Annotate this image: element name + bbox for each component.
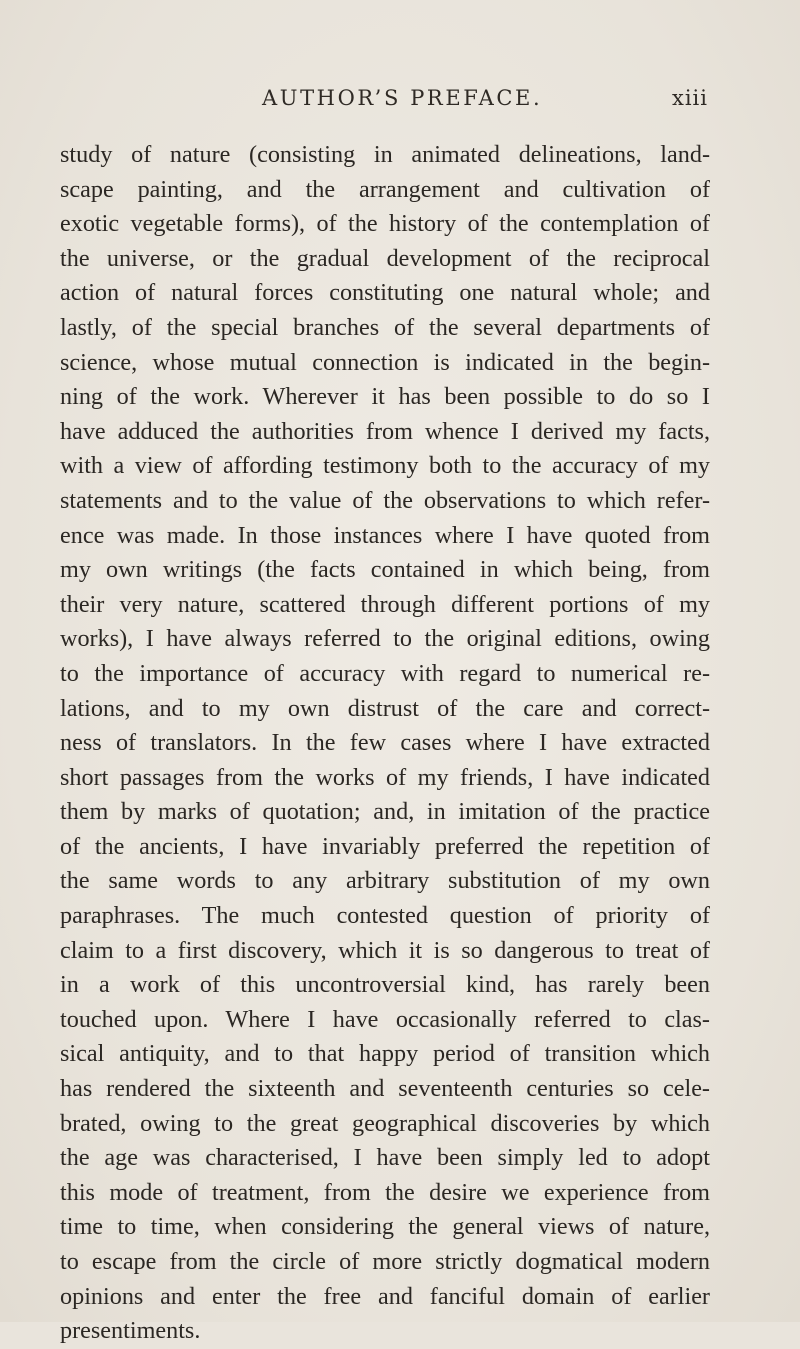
text-line: to the importance of accuracy with regard to numerical re- <box>60 659 710 687</box>
text-line: ness of translators. In the few cases where I have extracted <box>60 729 710 757</box>
text-line: the same words to any arbitrary substitution of my own <box>60 867 710 895</box>
text-line: the universe, or the gradual development of the reciprocal <box>60 244 710 272</box>
text-line: touched upon. Where I have occasionally referred to clas- <box>60 1005 710 1033</box>
text-line: lations, and to my own distrust of the care and correct- <box>60 694 710 722</box>
text-line: lastly, of the special branches of the several departments of <box>60 313 710 341</box>
text-line: statements and to the value of the observations to which refer- <box>60 486 710 514</box>
page-number: xiii <box>672 86 708 110</box>
text-line: the age was characterised, I have been simply led to adopt <box>60 1144 710 1172</box>
running-head <box>140 86 708 120</box>
text-line: scape painting, and the arrangement and cultivation of <box>60 175 710 203</box>
text-line: in a work of this uncontroversial kind, has rarely been <box>60 971 710 999</box>
text-line: science, whose mutual connection is indicated in the begin- <box>60 348 710 376</box>
text-line: action of natural forces constituting one natural whole; and <box>60 279 710 307</box>
text-line: brated, owing to the great geographical discoveries by which <box>60 1109 710 1137</box>
text-line: this mode of treatment, from the desire we experience from <box>60 1178 710 1206</box>
text-line: them by marks of quotation; and, in imitation of the practice <box>60 798 710 826</box>
text-line: exotic vegetable forms), of the history of the contemplation of <box>60 210 710 238</box>
text-line: my own writings (the facts contained in which being, from <box>60 556 710 584</box>
text-line: ning of the work. Wherever it has been possible to do so I <box>60 383 710 411</box>
body-text <box>60 138 710 1349</box>
text-line: works), I have always referred to the original editions, owing <box>60 625 710 653</box>
text-line: of the ancients, I have invariably preferred the repetition of <box>60 832 710 860</box>
text-line: to escape from the circle of more strictly dogmatical modern <box>60 1248 710 1275</box>
text-line: short passages from the works of my friends, I have indicated <box>60 763 710 791</box>
text-line: presentiments. <box>60 1317 201 1345</box>
running-title: AUTHOR’S PREFACE. <box>262 86 543 110</box>
text-line: has rendered the sixteenth and seventeenth centuries so cele- <box>60 1075 710 1103</box>
text-line: sical antiquity, and to that happy period of transition which <box>60 1040 710 1068</box>
text-line: ence was made. In those instances where I have quoted from <box>60 521 710 549</box>
text-line: have adduced the authorities from whence I derived my facts, <box>60 417 710 445</box>
text-line: opinions and enter the free and fanciful domain of earlier <box>60 1282 710 1310</box>
text-line: with a view of affording testimony both to the accuracy of my <box>60 452 710 480</box>
text-line: their very nature, scattered through different portions of my <box>60 590 710 618</box>
text-line: claim to a first discovery, which it is so dangerous to treat of <box>60 936 710 964</box>
text-line: study of nature (consisting in animated delineations, land- <box>60 141 710 168</box>
text-line: paraphrases. The much contested question of priority of <box>60 902 710 930</box>
text-line: time to time, when considering the general views of nature, <box>60 1213 710 1241</box>
